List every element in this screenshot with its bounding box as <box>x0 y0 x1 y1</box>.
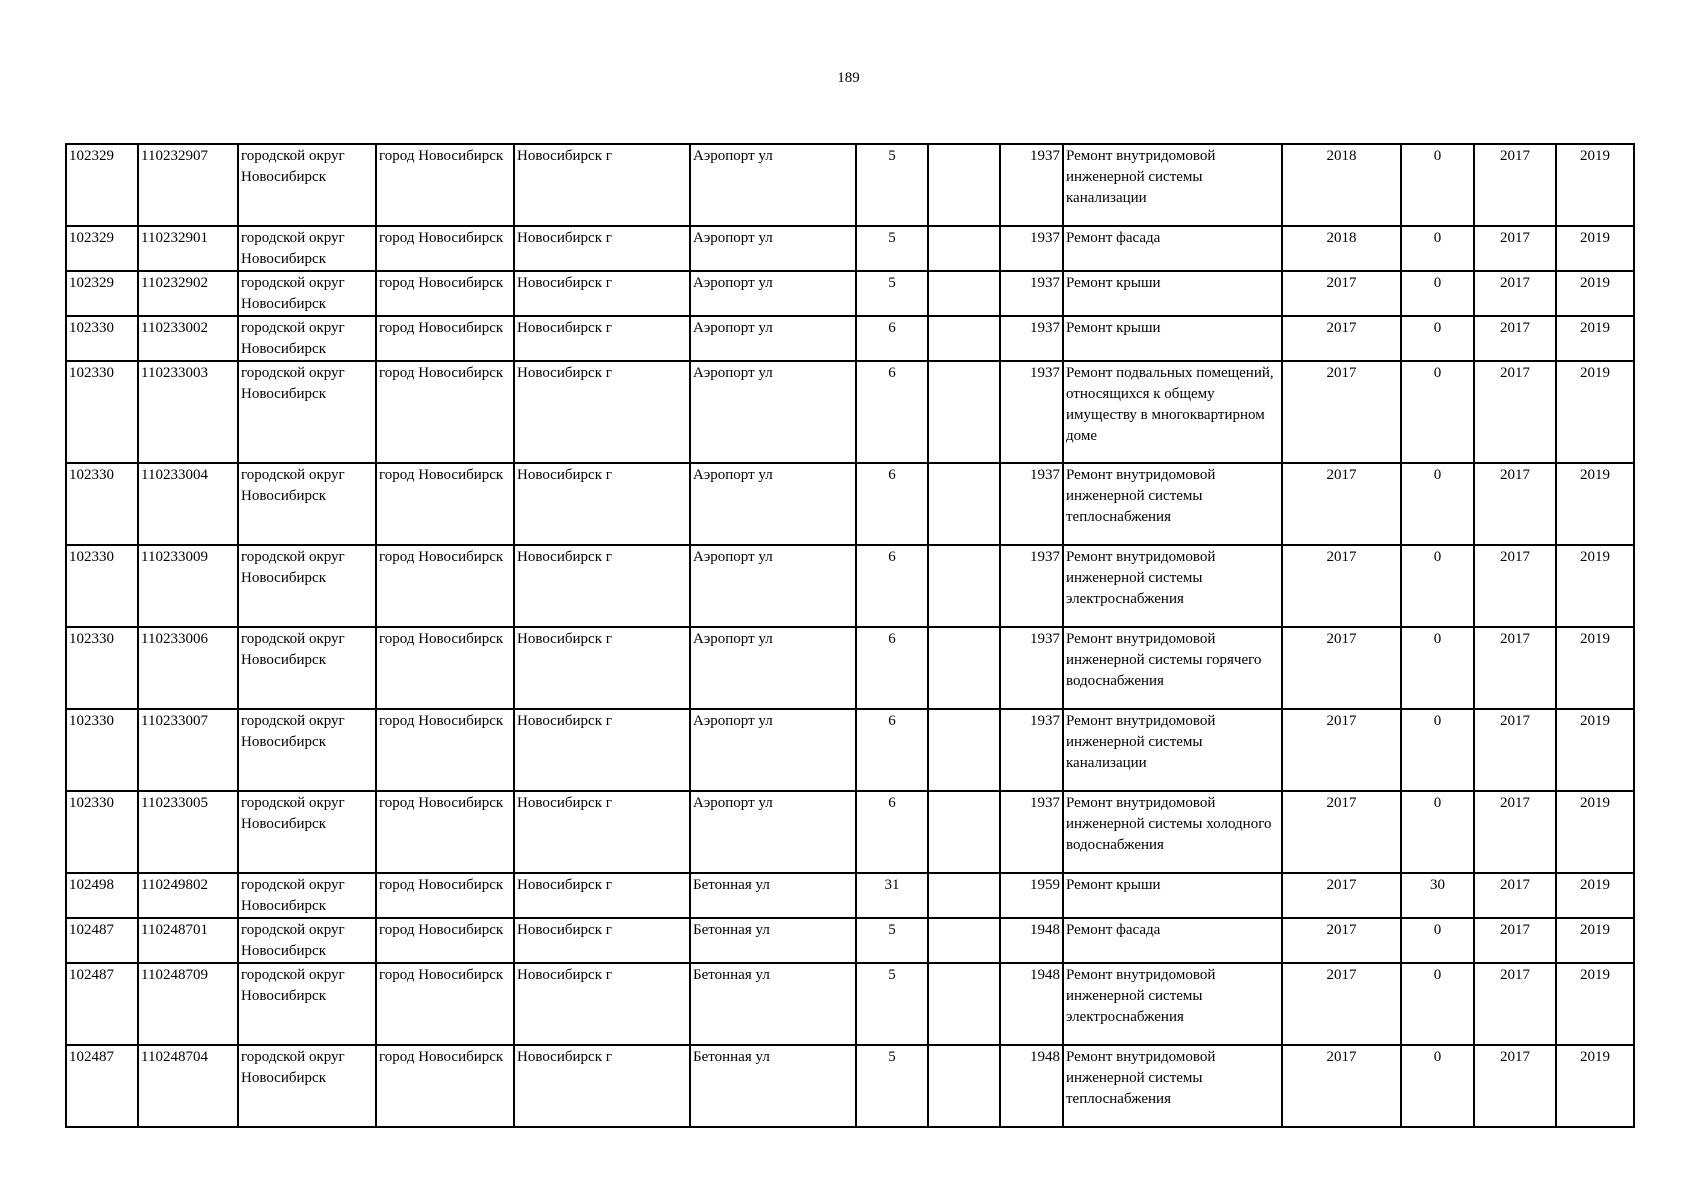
cell-settlement: город Новосибирск <box>376 918 514 963</box>
cell-year-built: 1937 <box>1000 463 1063 545</box>
cell-plan-year: 2018 <box>1282 144 1401 226</box>
cell-work: Ремонт подвальных помещений, относящихся к общему имуществу в многоквартирном доме <box>1063 361 1282 463</box>
cell-district: городской округ Новосибирск <box>238 963 376 1045</box>
cell-street: Бетонная ул <box>690 963 856 1045</box>
cell-house: 6 <box>856 463 928 545</box>
cell-value: 0 <box>1401 545 1474 627</box>
cell-end-year: 2019 <box>1556 271 1634 316</box>
cell-house: 6 <box>856 361 928 463</box>
cell-extra <box>928 1045 1000 1127</box>
cell-locality: Новосибирск г <box>514 316 690 361</box>
cell-street: Аэропорт ул <box>690 144 856 226</box>
cell-year-built: 1937 <box>1000 144 1063 226</box>
cell-id: 102487 <box>66 963 138 1045</box>
cell-year-built: 1937 <box>1000 791 1063 873</box>
cell-street: Бетонная ул <box>690 1045 856 1127</box>
cell-street: Аэропорт ул <box>690 316 856 361</box>
cell-code: 110248704 <box>138 1045 238 1127</box>
cell-settlement: город Новосибирск <box>376 963 514 1045</box>
cell-street: Аэропорт ул <box>690 463 856 545</box>
cell-plan-year: 2017 <box>1282 627 1401 709</box>
cell-end-year: 2019 <box>1556 791 1634 873</box>
cell-extra <box>928 226 1000 271</box>
cell-locality: Новосибирск г <box>514 918 690 963</box>
cell-value: 0 <box>1401 627 1474 709</box>
cell-house: 6 <box>856 791 928 873</box>
cell-year-built: 1937 <box>1000 709 1063 791</box>
cell-district: городской округ Новосибирск <box>238 791 376 873</box>
cell-plan-year: 2017 <box>1282 709 1401 791</box>
cell-extra <box>928 873 1000 918</box>
cell-id: 102330 <box>66 361 138 463</box>
cell-settlement: город Новосибирск <box>376 1045 514 1127</box>
cell-district: городской округ Новосибирск <box>238 1045 376 1127</box>
cell-street: Аэропорт ул <box>690 545 856 627</box>
cell-value: 0 <box>1401 316 1474 361</box>
page-number: 189 <box>837 70 860 86</box>
table-row <box>66 873 1634 918</box>
cell-year-built: 1937 <box>1000 361 1063 463</box>
cell-plan-year: 2017 <box>1282 963 1401 1045</box>
cell-code: 110232901 <box>138 226 238 271</box>
cell-house: 6 <box>856 627 928 709</box>
cell-work: Ремонт фасада <box>1063 918 1282 963</box>
cell-code: 110233002 <box>138 316 238 361</box>
cell-year-built: 1937 <box>1000 545 1063 627</box>
cell-id: 102329 <box>66 271 138 316</box>
cell-house: 5 <box>856 144 928 226</box>
cell-locality: Новосибирск г <box>514 144 690 226</box>
cell-start-year: 2017 <box>1474 463 1556 545</box>
cell-work: Ремонт внутридомовой инженерной системы теплоснабжения <box>1063 463 1282 545</box>
cell-work: Ремонт внутридомовой инженерной системы канализации <box>1063 709 1282 791</box>
cell-extra <box>928 918 1000 963</box>
cell-work: Ремонт крыши <box>1063 873 1282 918</box>
cell-plan-year: 2017 <box>1282 271 1401 316</box>
cell-id: 102330 <box>66 627 138 709</box>
cell-house: 5 <box>856 271 928 316</box>
cell-district: городской округ Новосибирск <box>238 627 376 709</box>
table-row <box>66 463 1634 545</box>
cell-end-year: 2019 <box>1556 226 1634 271</box>
table-row <box>66 226 1634 271</box>
cell-work: Ремонт внутридомовой инженерной системы холодного водоснабжения <box>1063 791 1282 873</box>
table-row <box>66 963 1634 1045</box>
cell-plan-year: 2017 <box>1282 873 1401 918</box>
cell-locality: Новосибирск г <box>514 545 690 627</box>
cell-end-year: 2019 <box>1556 545 1634 627</box>
cell-work: Ремонт внутридомовой инженерной системы электроснабжения <box>1063 545 1282 627</box>
cell-id: 102329 <box>66 144 138 226</box>
cell-code: 110233004 <box>138 463 238 545</box>
cell-street: Аэропорт ул <box>690 791 856 873</box>
cell-settlement: город Новосибирск <box>376 791 514 873</box>
cell-plan-year: 2017 <box>1282 791 1401 873</box>
cell-house: 5 <box>856 918 928 963</box>
cell-street: Бетонная ул <box>690 918 856 963</box>
cell-settlement: город Новосибирск <box>376 545 514 627</box>
cell-end-year: 2019 <box>1556 873 1634 918</box>
cell-work: Ремонт внутридомовой инженерной системы теплоснабжения <box>1063 1045 1282 1127</box>
cell-house: 5 <box>856 1045 928 1127</box>
cell-code: 110233003 <box>138 361 238 463</box>
cell-value: 0 <box>1401 144 1474 226</box>
cell-code: 110248709 <box>138 963 238 1045</box>
cell-code: 110232902 <box>138 271 238 316</box>
cell-code: 110233006 <box>138 627 238 709</box>
cell-extra <box>928 791 1000 873</box>
cell-district: городской округ Новосибирск <box>238 271 376 316</box>
cell-house: 5 <box>856 226 928 271</box>
cell-locality: Новосибирск г <box>514 709 690 791</box>
cell-plan-year: 2017 <box>1282 316 1401 361</box>
cell-extra <box>928 316 1000 361</box>
table-row <box>66 627 1634 709</box>
cell-id: 102487 <box>66 1045 138 1127</box>
cell-street: Аэропорт ул <box>690 361 856 463</box>
table-row <box>66 709 1634 791</box>
cell-locality: Новосибирск г <box>514 1045 690 1127</box>
cell-id: 102330 <box>66 545 138 627</box>
cell-end-year: 2019 <box>1556 361 1634 463</box>
cell-year-built: 1937 <box>1000 226 1063 271</box>
cell-plan-year: 2017 <box>1282 361 1401 463</box>
cell-year-built: 1948 <box>1000 918 1063 963</box>
repair-schedule-table <box>65 143 1635 1128</box>
cell-year-built: 1937 <box>1000 627 1063 709</box>
cell-value: 0 <box>1401 361 1474 463</box>
cell-plan-year: 2018 <box>1282 226 1401 271</box>
cell-plan-year: 2017 <box>1282 918 1401 963</box>
cell-district: городской округ Новосибирск <box>238 226 376 271</box>
cell-house: 31 <box>856 873 928 918</box>
cell-id: 102330 <box>66 791 138 873</box>
cell-work: Ремонт фасада <box>1063 226 1282 271</box>
cell-district: городской округ Новосибирск <box>238 361 376 463</box>
cell-locality: Новосибирск г <box>514 226 690 271</box>
cell-settlement: город Новосибирск <box>376 226 514 271</box>
table-row <box>66 271 1634 316</box>
cell-locality: Новосибирск г <box>514 463 690 545</box>
cell-settlement: город Новосибирск <box>376 463 514 545</box>
cell-end-year: 2019 <box>1556 709 1634 791</box>
table-row <box>66 316 1634 361</box>
cell-id: 102498 <box>66 873 138 918</box>
table-row <box>66 361 1634 463</box>
cell-extra <box>928 271 1000 316</box>
cell-start-year: 2017 <box>1474 144 1556 226</box>
cell-start-year: 2017 <box>1474 361 1556 463</box>
cell-value: 0 <box>1401 918 1474 963</box>
table-row <box>66 791 1634 873</box>
cell-settlement: город Новосибирск <box>376 316 514 361</box>
cell-start-year: 2017 <box>1474 918 1556 963</box>
cell-work: Ремонт внутридомовой инженерной системы канализации <box>1063 144 1282 226</box>
cell-district: городской округ Новосибирск <box>238 873 376 918</box>
table-row <box>66 545 1634 627</box>
cell-value: 0 <box>1401 226 1474 271</box>
cell-work: Ремонт внутридомовой инженерной системы электроснабжения <box>1063 963 1282 1045</box>
cell-locality: Новосибирск г <box>514 627 690 709</box>
cell-district: городской округ Новосибирск <box>238 545 376 627</box>
cell-end-year: 2019 <box>1556 316 1634 361</box>
cell-house: 6 <box>856 316 928 361</box>
cell-plan-year: 2017 <box>1282 1045 1401 1127</box>
cell-settlement: город Новосибирск <box>376 627 514 709</box>
cell-start-year: 2017 <box>1474 627 1556 709</box>
table-row <box>66 1045 1634 1127</box>
cell-end-year: 2019 <box>1556 918 1634 963</box>
cell-start-year: 2017 <box>1474 873 1556 918</box>
cell-year-built: 1948 <box>1000 1045 1063 1127</box>
cell-start-year: 2017 <box>1474 1045 1556 1127</box>
cell-street: Аэропорт ул <box>690 627 856 709</box>
cell-locality: Новосибирск г <box>514 873 690 918</box>
cell-value: 0 <box>1401 1045 1474 1127</box>
cell-id: 102330 <box>66 709 138 791</box>
cell-house: 5 <box>856 963 928 1045</box>
cell-district: городской округ Новосибирск <box>238 709 376 791</box>
cell-value: 0 <box>1401 463 1474 545</box>
cell-street: Аэропорт ул <box>690 226 856 271</box>
cell-id: 102329 <box>66 226 138 271</box>
table-body <box>66 144 1634 1127</box>
cell-value: 0 <box>1401 791 1474 873</box>
cell-district: городской округ Новосибирск <box>238 144 376 226</box>
cell-settlement: город Новосибирск <box>376 709 514 791</box>
cell-locality: Новосибирск г <box>514 963 690 1045</box>
cell-end-year: 2019 <box>1556 963 1634 1045</box>
cell-year-built: 1959 <box>1000 873 1063 918</box>
cell-id: 102487 <box>66 918 138 963</box>
cell-year-built: 1948 <box>1000 963 1063 1045</box>
cell-district: городской округ Новосибирск <box>238 463 376 545</box>
table-row <box>66 144 1634 226</box>
cell-start-year: 2017 <box>1474 963 1556 1045</box>
cell-start-year: 2017 <box>1474 709 1556 791</box>
cell-start-year: 2017 <box>1474 316 1556 361</box>
cell-end-year: 2019 <box>1556 627 1634 709</box>
cell-value: 0 <box>1401 963 1474 1045</box>
cell-end-year: 2019 <box>1556 1045 1634 1127</box>
cell-value: 30 <box>1401 873 1474 918</box>
cell-extra <box>928 463 1000 545</box>
cell-code: 110232907 <box>138 144 238 226</box>
cell-id: 102330 <box>66 463 138 545</box>
cell-code: 110233007 <box>138 709 238 791</box>
cell-id: 102330 <box>66 316 138 361</box>
cell-code: 110248701 <box>138 918 238 963</box>
cell-code: 110249802 <box>138 873 238 918</box>
cell-house: 6 <box>856 545 928 627</box>
cell-end-year: 2019 <box>1556 463 1634 545</box>
cell-settlement: город Новосибирск <box>376 361 514 463</box>
cell-start-year: 2017 <box>1474 271 1556 316</box>
cell-settlement: город Новосибирск <box>376 271 514 316</box>
cell-value: 0 <box>1401 271 1474 316</box>
cell-code: 110233005 <box>138 791 238 873</box>
cell-work: Ремонт внутридомовой инженерной системы горячего водоснабжения <box>1063 627 1282 709</box>
cell-locality: Новосибирск г <box>514 271 690 316</box>
cell-extra <box>928 545 1000 627</box>
cell-end-year: 2019 <box>1556 144 1634 226</box>
cell-extra <box>928 144 1000 226</box>
cell-settlement: город Новосибирск <box>376 873 514 918</box>
cell-extra <box>928 709 1000 791</box>
cell-district: городской округ Новосибирск <box>238 316 376 361</box>
cell-locality: Новосибирск г <box>514 361 690 463</box>
cell-house: 6 <box>856 709 928 791</box>
cell-street: Аэропорт ул <box>690 709 856 791</box>
cell-work: Ремонт крыши <box>1063 316 1282 361</box>
cell-locality: Новосибирск г <box>514 791 690 873</box>
cell-start-year: 2017 <box>1474 226 1556 271</box>
table-row <box>66 918 1634 963</box>
cell-start-year: 2017 <box>1474 791 1556 873</box>
cell-value: 0 <box>1401 709 1474 791</box>
cell-start-year: 2017 <box>1474 545 1556 627</box>
cell-plan-year: 2017 <box>1282 463 1401 545</box>
cell-street: Бетонная ул <box>690 873 856 918</box>
cell-plan-year: 2017 <box>1282 545 1401 627</box>
cell-year-built: 1937 <box>1000 271 1063 316</box>
cell-extra <box>928 963 1000 1045</box>
cell-extra <box>928 361 1000 463</box>
cell-code: 110233009 <box>138 545 238 627</box>
cell-year-built: 1937 <box>1000 316 1063 361</box>
cell-settlement: город Новосибирск <box>376 144 514 226</box>
cell-extra <box>928 627 1000 709</box>
cell-district: городской округ Новосибирск <box>238 918 376 963</box>
cell-street: Аэропорт ул <box>690 271 856 316</box>
cell-work: Ремонт крыши <box>1063 271 1282 316</box>
